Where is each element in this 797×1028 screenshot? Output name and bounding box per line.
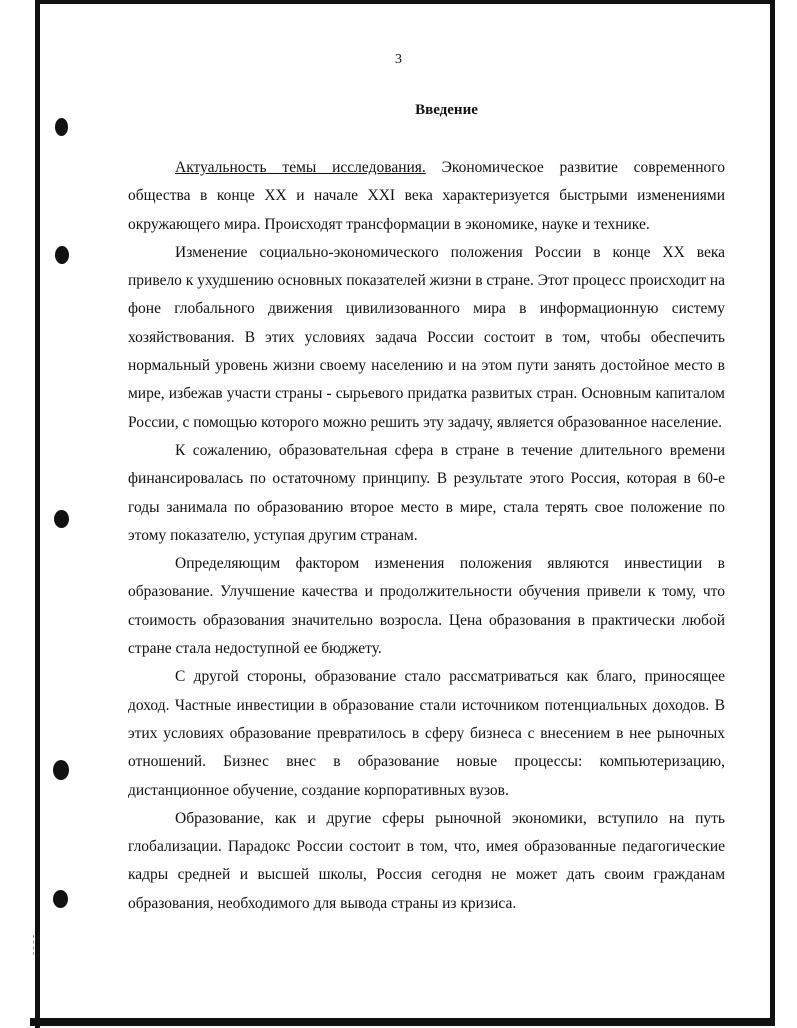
page-title: Введение bbox=[415, 102, 478, 118]
paragraph-text: Образование, как и другие сферы рыночной экономики, вступило на путь глобализации. Парадокс России состоит в том, что, имея образованные педагогические кадры средней и высшей школы, Россия сегодня не может дать своим гражданам образования, необходимого для вывода страны из кризиса. bbox=[128, 809, 725, 912]
paragraph-text: С другой стороны, образование стало рассматриваться как благо, приносящее доход. Частные инвестиции в образование стали источником потенциальных доходов. В этих условиях образование превратилось в сферу бизнеса с внесением в нее рыночных отношений. Бизнес внес в образование новые процессы: компьютеризацию, дистанционное обучение, создание корпоративных вузов. bbox=[128, 668, 725, 799]
binder-hole-5 bbox=[53, 890, 68, 908]
paragraph-text: К сожалению, образовательная сфера в стране в течение длительного времени финансировалась по остаточному принципу. В результате этого Россия, которая в 60-е годы занимала по образованию второе место в мире, стала терять свое положение по этому показателю, уступая другим странам. bbox=[128, 441, 725, 544]
paragraph-text: Определяющим фактором изменения положения являются инвестиции в образование. Улучшение качества и продолжительности обучения привели к тому, что стоимость образования значительно возросла. Цена образования в практически любой стране стала недоступной ее бюджету. bbox=[128, 555, 725, 658]
scan-mark bbox=[33, 935, 36, 955]
paragraph-text: Изменение социально-экономического положения России в конце XX века привело к ухудшению основных показателей жизни в стране. Этот процесс происходит на фоне глобального движения цивилизованного мира в информационную систему хозяйствования. В этих условиях задача России состоит в том, чтобы обеспечить нормальный уровень жизни своему населению и на этом пути занять достойное место в мире, избежав участи страны - сырьевого придатка развитых стран. Основным капиталом России, с помощью которого можно решить эту задачу, является образованное население. bbox=[128, 243, 726, 431]
paragraph-5 bbox=[128, 663, 725, 804]
paragraph-1 bbox=[128, 154, 725, 239]
paragraph-lead: Актуальность темы исследования. bbox=[175, 159, 426, 176]
scan-border-top bbox=[35, 0, 775, 4]
binder-hole-4 bbox=[53, 760, 69, 780]
page-number: 3 bbox=[395, 52, 402, 67]
paragraph-text: Экономическое развитие современного общества в конце XX и начале XXI века характеризуется быстрыми изменениями окружающего мира. Происходят трансформации в экономике, науке и технике. bbox=[128, 159, 725, 233]
scan-border-bottom bbox=[30, 1018, 775, 1026]
paragraph-3 bbox=[128, 437, 725, 550]
paragraph-2 bbox=[128, 239, 725, 437]
binder-hole-2 bbox=[55, 246, 69, 264]
binder-hole-1 bbox=[55, 118, 68, 136]
body-text bbox=[128, 154, 725, 918]
paragraph-4 bbox=[128, 550, 725, 663]
scan-border-right bbox=[770, 0, 775, 1020]
paragraph-6 bbox=[128, 805, 725, 918]
binder-hole-3 bbox=[54, 510, 69, 528]
scan-border-left bbox=[35, 0, 40, 1028]
